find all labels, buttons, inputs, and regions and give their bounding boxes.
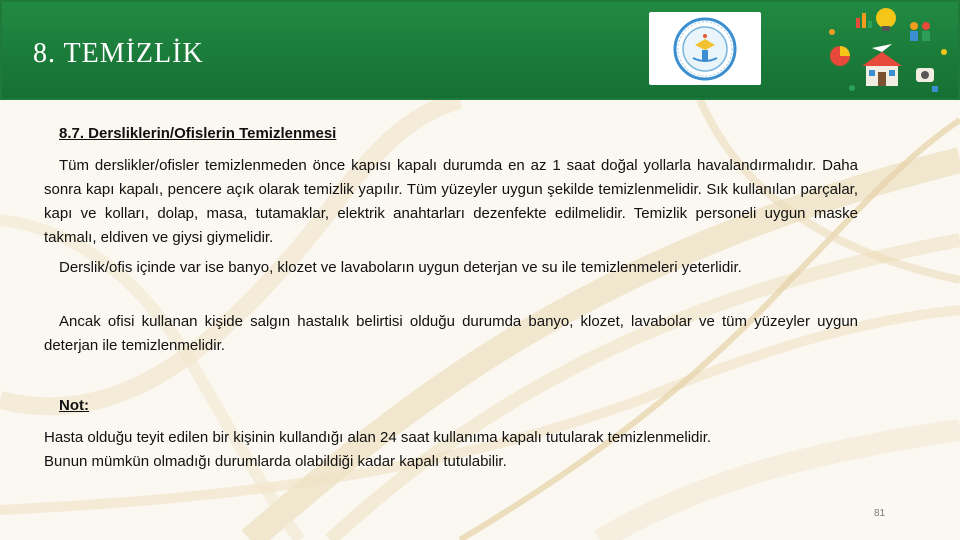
paragraph-bathroom: Derslik/ofis içinde var ise banyo, klozet ve lavaboların uygun deterjan ve su ile temizlenmeleri yeterlidir. [59,259,742,276]
education-icons-cluster [822,4,952,96]
note-label: Not: [59,397,89,414]
logo [649,12,761,85]
page-number: 81 [874,508,886,519]
camera-icon [916,68,934,82]
header-bar [0,0,960,100]
bar-chart-icon [856,13,872,28]
note-line: Bunun mümkün olmadığı durumlarda olabildiği kadar kapalı tutulabilir. [44,453,507,470]
school-building-icon [862,52,902,86]
lightbulb-icon [876,8,896,31]
airplane-icon [872,44,892,52]
pie-chart-icon [830,46,850,66]
paragraph-ventilation: Tüm derslikler/ofisler temizlenmeden önce kapısı kapalı durumda en az 1 saat doğal yollarla havalandırmalıdır. Daha sonra kapı kapalı, pencere açık olarak temizlik yapılır. Tüm yüzeyler uygun şekilde temizlenmelidir. Sık kullanılan parçalar, kapı ve kolları, dolap, masa, tutamaklar, elektrik anahtarları dezenfekte edilmelidir. Temizlik personeli uygun maske takmalı, eldiven ve giysi giymelidir. [44,157,858,246]
paragraph-symptom-case: Ancak ofisi kullanan kişide salgın hastalık belirtisi olduğu durumda banyo, klozet, lavabolar ve tüm yüzeyler uygun deterjan ile temizlenmelidir. [44,313,858,354]
section-heading: 8.7. Dersliklerin/Ofislerin Temizlenmesi [59,125,337,142]
school-emblem-icon [649,12,761,85]
note-line: Hasta olduğu teyit edilen bir kişinin kullandığı alan 24 saat kullanıma kapalı tutularak temizlenmelidir. [44,429,712,446]
slide-title: 8. TEMİZLİK [33,38,204,69]
people-icon [910,22,930,41]
note-text [44,426,864,474]
